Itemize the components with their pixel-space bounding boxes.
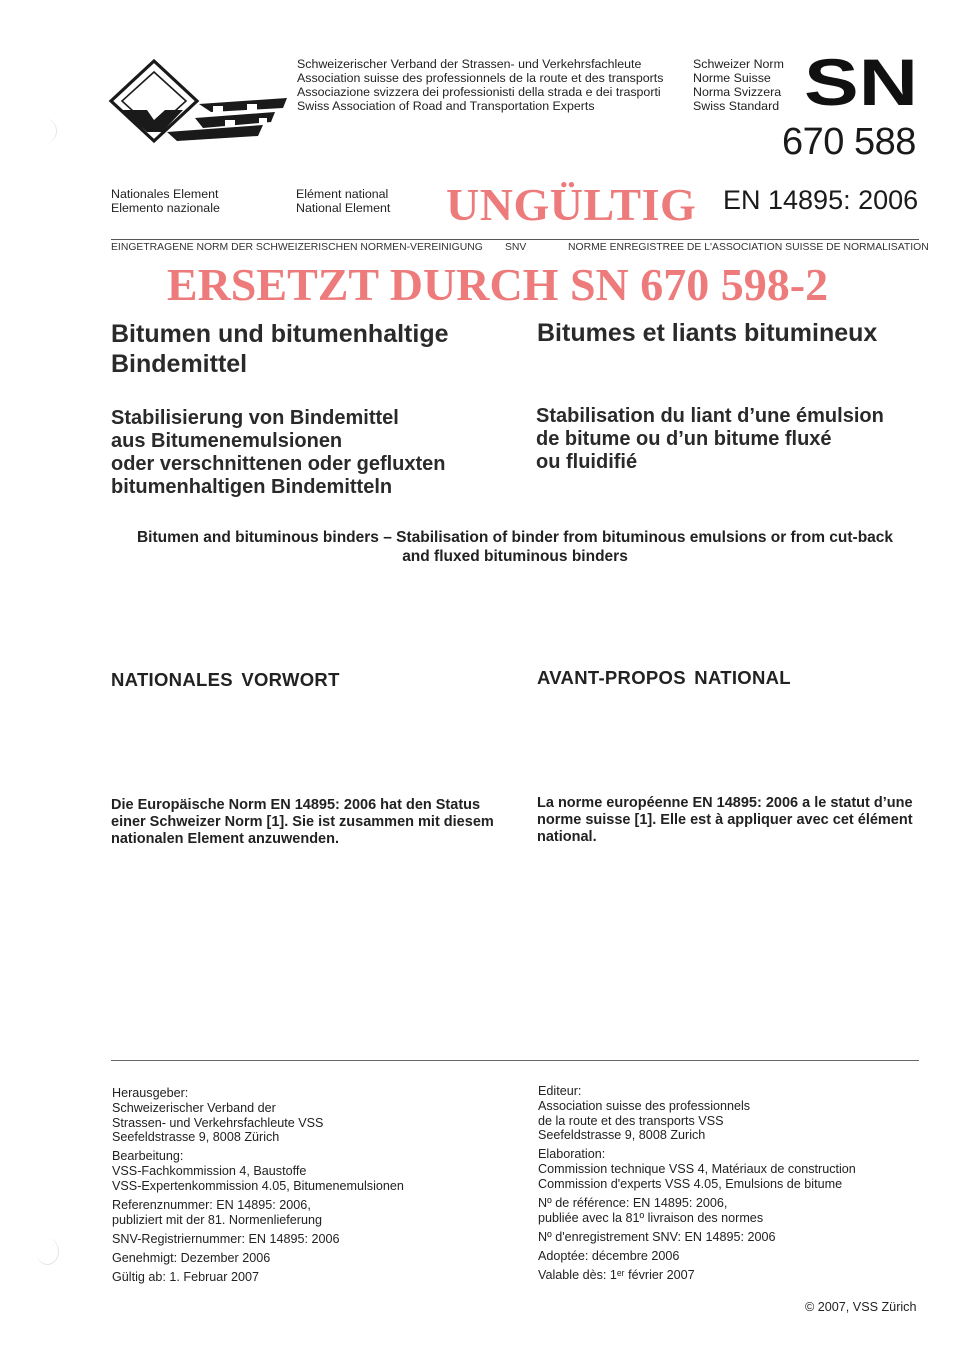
scan-mark	[30, 118, 57, 144]
publisher-line: Editeur:	[538, 1084, 582, 1098]
subtitle-fr-line: de bitume ou d’un bitume fluxé	[536, 428, 832, 450]
subtitle-fr-line: Stabilisation du liant d’une émulsion	[536, 405, 884, 427]
publisher-line: Schweizerischer Verband der	[112, 1100, 276, 1115]
publisher-line: Association suisse des professionnels	[538, 1098, 751, 1113]
editing-line: Bearbeitung:	[112, 1149, 184, 1164]
title-fr-line: Bitumes et liants bitumineux	[537, 319, 878, 347]
publisher-line: Strassen- und Verkehrsfachleute VSS	[112, 1115, 324, 1130]
reference-block	[112, 1198, 404, 1228]
editing-line: VSS-Fachkommission 4, Baustoffe	[112, 1164, 307, 1179]
registration-line: SNV-Registriernummer: EN 14895: 2006	[112, 1231, 340, 1246]
national-element-it: Elemento nazionale	[111, 201, 220, 215]
footer-divider	[111, 1060, 919, 1061]
editing-block	[538, 1147, 856, 1191]
approved-line: Genehmigt: Dezember 2006	[112, 1250, 271, 1265]
association-name-en: Swiss Association of Road and Transportation Experts	[297, 99, 595, 113]
title-en	[100, 528, 930, 566]
registration-line: Nº d'enregistrement SNV: EN 14895: 2006	[538, 1229, 776, 1244]
national-element-fr: Elément national	[296, 187, 389, 201]
foreword-de-line: nationalen Element anzuwenden.	[111, 831, 340, 847]
subtitle-de	[111, 407, 446, 499]
foreword-fr-line: national.	[537, 829, 597, 845]
invalid-stamp: UNGÜLTIG	[446, 179, 697, 230]
reference-line: publiziert mit der 81. Normenlieferung	[112, 1212, 322, 1227]
national-element-en: National Element	[296, 201, 391, 215]
title-en-line: Bitumen and bituminous binders – Stabilisation of binder from bituminous emulsions or from cut-back	[136, 529, 894, 546]
association-name-fr: Association suisse des professionnels de la route et des transports	[297, 71, 664, 85]
publisher-block	[538, 1084, 856, 1143]
divider	[111, 239, 919, 240]
editing-line: VSS-Expertenkommission 4.05, Bitumenemulsionen	[112, 1178, 404, 1193]
publisher-line: Seefeldstrasse 9, 8008 Zurich	[538, 1128, 706, 1143]
title-fr	[537, 318, 877, 348]
approved-line: Adoptée: décembre 2006	[538, 1248, 680, 1263]
sn-number: 670 588	[782, 121, 916, 163]
foreword-de-line: Die Europäische Norm EN 14895: 2006 hat den Status	[111, 797, 481, 813]
foreword-heading-fr: AVANT-PROPOS NATIONAL	[537, 667, 791, 688]
publisher-line: de la route et des transports VSS	[538, 1113, 724, 1128]
subtitle-de-line: aus Bitumenemulsionen	[111, 430, 343, 452]
association-name-de: Schweizerischer Verband der Strassen- und Verkehrsfachleute	[297, 57, 642, 71]
national-element-de: Nationales Element	[111, 187, 219, 201]
standard-type-en: Swiss Standard	[693, 99, 780, 113]
foreword-text-fr	[537, 795, 913, 846]
reference-block	[538, 1196, 856, 1226]
national-element-left	[111, 187, 220, 215]
reference-line: Nº de référence: EN 14895: 2006,	[538, 1195, 728, 1210]
title-de-line: Bitumen und bitumenhaltige	[111, 320, 449, 348]
association-name-it: Associazione svizzera dei professionisti della strada e dei trasporti	[297, 85, 661, 99]
standard-type-it: Norma Svizzera	[693, 85, 782, 99]
sn-logo-text: SN	[804, 55, 918, 107]
foreword-de-line: einer Schweizer Norm [1]. Sie ist zusammen mit diesem	[111, 814, 494, 830]
vss-logo-icon	[107, 58, 289, 149]
replaced-stamp: ERSETZT DURCH SN 670 598-2	[166, 259, 829, 310]
standard-type-de: Schweizer Norm	[693, 57, 784, 71]
foreword-fr-line: norme suisse [1]. Elle est à appliquer avec cet élément	[537, 812, 913, 828]
subtitle-de-line: Stabilisierung von Bindemittel	[111, 407, 399, 429]
registered-norm-snv: SNV	[505, 242, 527, 253]
national-element-mid	[296, 187, 390, 215]
publisher-block	[112, 1086, 404, 1145]
registered-norm-fr: NORME ENREGISTREE DE L'ASSOCIATION SUISSE DE NORMALISATION	[568, 242, 929, 253]
reference-line: Referenznummer: EN 14895: 2006,	[112, 1197, 311, 1212]
editing-line: Commission d'experts VSS 4.05, Emulsions de bitume	[538, 1176, 843, 1191]
title-en-line: and fluxed bituminous binders	[402, 548, 628, 565]
reference-line: publiée avec la 81º livraison des normes	[538, 1210, 764, 1225]
publisher-info-fr	[538, 1084, 856, 1287]
scan-mark	[36, 1238, 59, 1265]
editing-line: Elaboration:	[538, 1147, 606, 1162]
registered-norm-de: EINGETRAGENE NORM DER SCHWEIZERISCHEN NORMEN-VEREINIGUNG	[111, 242, 483, 253]
editing-block	[112, 1149, 404, 1193]
valid-from-line: Gültig ab: 1. Februar 2007	[112, 1269, 260, 1284]
subtitle-de-line: oder verschnittenen oder gefluxten	[111, 453, 446, 475]
editing-line: Commission technique VSS 4, Matériaux de construction	[538, 1162, 856, 1177]
foreword-heading-de: NATIONALES VORWORT	[111, 669, 340, 690]
valid-from-line: Valable dès: 1ᵉʳ février 2007	[538, 1267, 695, 1282]
standard-type	[693, 57, 784, 113]
title-de-line: Bindemittel	[111, 350, 248, 378]
standard-type-fr: Norme Suisse	[693, 71, 771, 85]
copyright: © 2007, VSS Zürich	[805, 1300, 917, 1314]
publisher-line: Herausgeber:	[112, 1086, 189, 1100]
foreword-fr-line: La norme européenne EN 14895: 2006 a le statut d’une	[537, 795, 913, 811]
subtitle-fr-line: ou fluidifié	[536, 451, 638, 473]
publisher-info-de	[112, 1086, 404, 1289]
publisher-line: Seefeldstrasse 9, 8008 Zürich	[112, 1130, 280, 1145]
sn-logo	[803, 55, 919, 112]
association-names	[297, 57, 663, 113]
foreword-text-de	[111, 797, 494, 848]
subtitle-de-line: bitumenhaltigen Bindemitteln	[111, 476, 393, 498]
title-de	[111, 319, 449, 379]
subtitle-fr	[536, 405, 884, 474]
en-reference: EN 14895: 2006	[723, 185, 919, 215]
